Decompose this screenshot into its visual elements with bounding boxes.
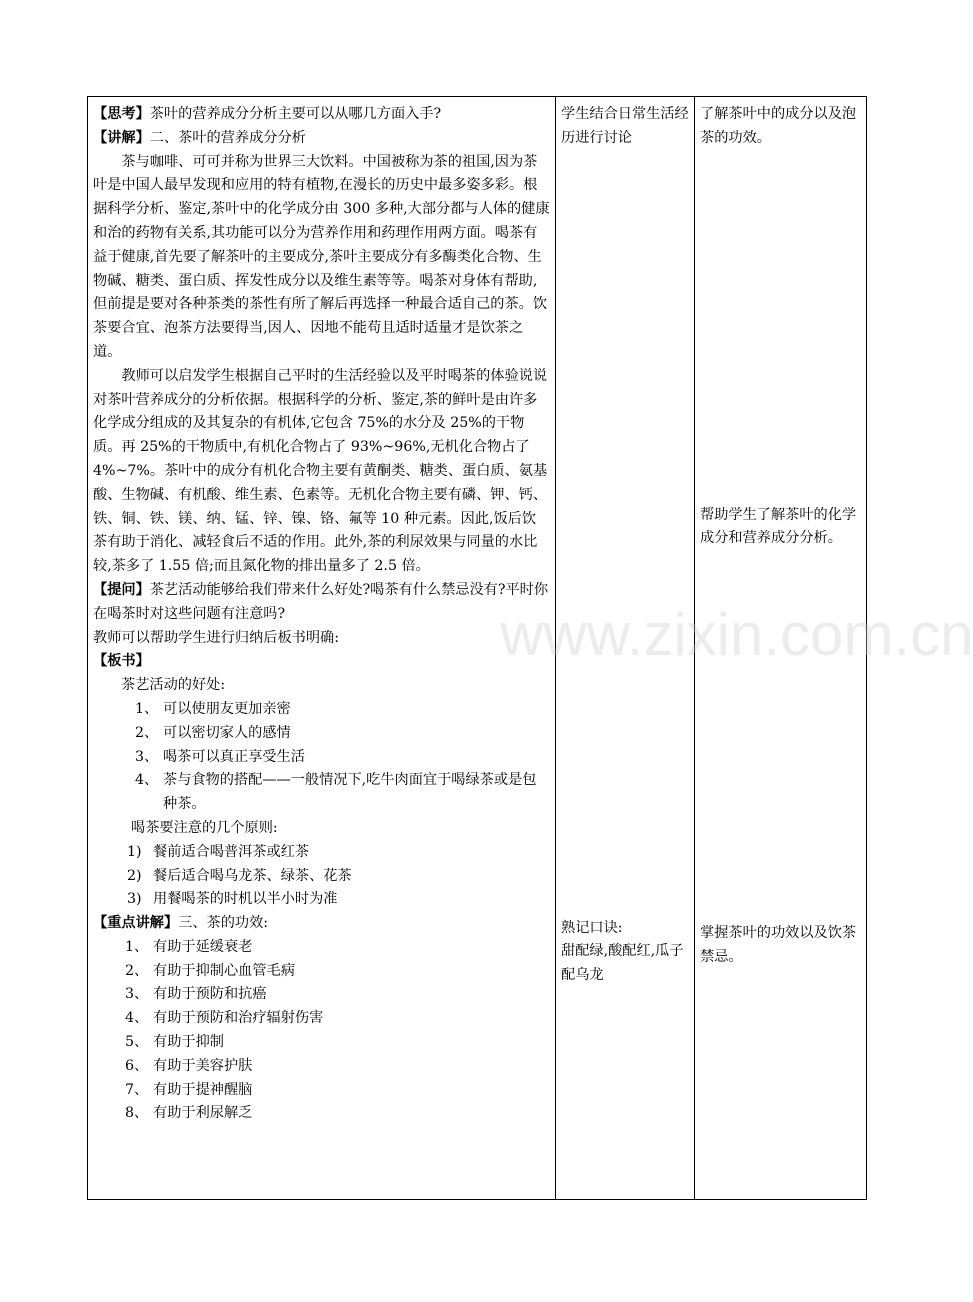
principles-list [93,841,550,912]
effects-list [93,936,550,1126]
ask-follow: 教师可以帮助学生进行归纳后板书明确: [93,629,339,646]
benefits-list [93,698,550,817]
ask-label: 【提问】 [93,581,150,598]
paragraph-analysis: 教师可以启发学生根据自己平时的生活经验以及平时喝茶的体验说说对茶叶营养成分的分析依据。根据科学的分析、鉴定,茶的鲜叶是由许多化学成分组成的及其复杂的有机体,它包含 75%的水分及 25%的干物质。再 25%的干物质中,有机化合物占了 93%~96%,无机化合物占了 4%~7%。茶叶中的成分有机化合物主要有黄酮类、糖类、蛋白质、氨基酸、生物碱、有机酸、维生素、色素等。无机化合物主要有磷、钾、钙、铁、铜、铁、镁、纳、锰、锌、镍、铬、氟等 10 种元素。因此,饭后饮茶有助于消化、减轻食后不适的作用。此外,茶的利尿效果与同量的水比较,茶多了 1.55 倍;而且氮化物的排出量多了 2.5 倍。 [93,367,548,575]
watermark: www.zixin.com.cn [500,601,973,668]
think-label: 【思考】 [93,106,150,122]
list-item: 1) 餐前适合喝普洱茶或红茶 [127,843,310,860]
activity-mnemonic: 甜配绿,酸配红,瓜子配乌龙 [561,943,684,984]
key-title: 三、茶的功效: [178,915,269,932]
list-item: 7、 有助于提神醒脑 [125,1081,253,1098]
list-item: 2、 有助于抑制心血管毛病 [125,962,295,979]
list-item: 1、 可以使朋友更加亲密 [135,700,291,717]
activity-memorize: 熟记口诀: [561,919,623,936]
goal-components: 了解茶叶中的成分以及泡茶的功效。 [700,106,857,146]
list-item: 2) 餐后适合喝乌龙茶、绿茶、花茶 [127,867,352,884]
list-item: 1、 有助于延缓衰老 [125,938,253,955]
lecture-label: 【讲解】 [93,129,150,146]
list-item: 3、 有助于预防和抗癌 [125,986,267,1003]
teaching-content-cell [88,97,556,1200]
key-label: 【重点讲解】 [93,915,179,932]
list-item: 5、 有助于抑制 [125,1034,224,1051]
activity-discussion: 学生结合日常生活经历进行讨论 [561,106,689,146]
list-item: 3) 用餐喝茶的时机以半小时为准 [127,891,338,908]
list-item: 3、 喝茶可以真正享受生活 [135,748,305,765]
list-item: 2、 可以密切家人的感情 [135,724,291,741]
list-item: 4、 有助于预防和治疗辐射伤害 [125,1010,324,1027]
lecture-title: 二、茶叶的营养成分分析 [149,129,306,146]
goal-analysis: 帮助学生了解茶叶的化学成分和营养成分分析。 [700,506,857,547]
board-label: 【板书】 [93,653,150,670]
principles-title: 喝茶要注意的几个原则: [131,819,278,836]
list-item: 8、 有助于利尿解乏 [125,1105,253,1122]
list-item: 6、 有助于美容护肤 [125,1057,253,1074]
goal-effects: 掌握茶叶的功效以及饮茶禁忌。 [700,925,857,965]
benefits-title: 茶艺活动的好处: [121,677,226,694]
ask-question: 茶艺活动能够给我们带来什么好处?喝茶有什么禁忌没有?平时你在喝茶时对这些问题有注意吗? [93,581,549,622]
list-item: 4、 茶与食物的搭配——一般情况下,吃牛肉面宜于喝绿茶或是包种茶。 [135,772,537,813]
think-question: 茶叶的营养成分分析主要可以从哪几方面入手? [149,106,442,122]
paragraph-intro: 茶与咖啡、可可并称为世界三大饮料。中国被称为茶的祖国,因为茶叶是中国人最早发现和应用的特有植物,在漫长的历史中最多姿多彩。根据科学分析、鉴定,茶叶中的化学成分由 300 多种,大部分都与人体的健康和治的药物有关系,其功能可以分为营养作用和药理作用两方面。喝茶有益于健康,首先要了解茶叶的主要成分,茶叶主要成分有多酶类化合物、生物碱、糖类、蛋白质、挥发性成分以及维生素等等。喝茶对身体有帮助,但前提是要对各种茶类的茶性有所了解后再选择一种最合适自己的茶。饮茶要合宜、泡茶方法要得当,因人、因地不能苟且适时适量才是饮茶之道。 [93,153,550,360]
